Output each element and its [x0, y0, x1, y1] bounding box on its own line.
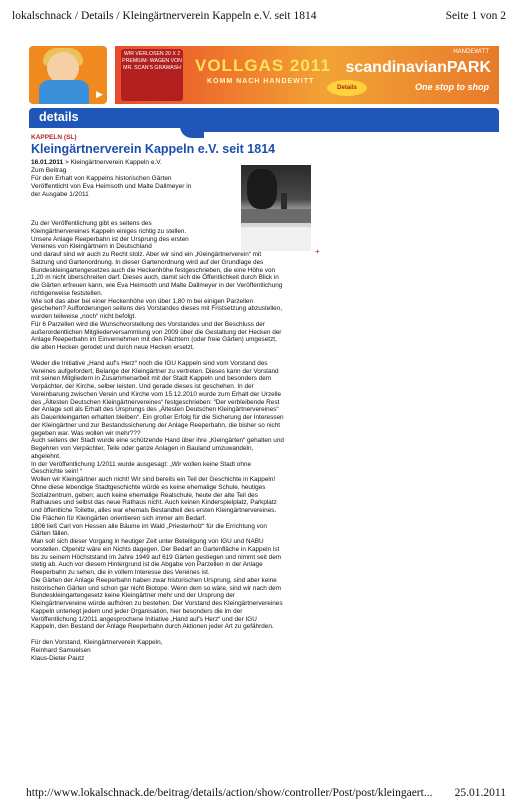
portrait-body [39, 80, 89, 104]
article-paragraph: Weder die Initiative „Hand auf's Herz“ noch die IGU Kappeln sind vom Vorstand des Vereines aufgefordert, Belange der Kleingärtner zu vertreten. Dieses kann der Vorstand mit seinen Mitgliedern in Zusammenarbeit mit der Stadt Kappeln und besonders dem Verpächter, der Kirche, selber leisten. Und gerade dieses ist geschehen. In der Vereinbarung zwischen Verein und Kirche vom 15.12.2010 wurde zum Erhalt der Urzelle des „Ältesten Deutschen Kleingärtnervereines“ festgeschrieben: “Der verbleibende Rest der Anlage soll als Erhalt des Ursprungs des „Ältesten Deutschen Kleingärtnervereines“ als Dauerkleingarten erhalten bleiben“. Ein großer Erfolg für die Sicherung der Interessen der Kleingärtner und zur Bestandssicherung der Anlage Reeperbahn, die bisher so nicht gegeben war. Was wollen wir mehr??? Auch seitens der Stadt wurde eine schützende Hand über ihre „Kleingärten“ gehalten und Begehren von Verpächter, Teile oder ganze Anlagen in Bauland umzuwandeln, abgelehnt. In der Veröffentlichung 1/2011 wurde ausgesagt: „Wir wollen keine Stadt ohne Geschichte sein! “ Wollen wir Kleingärtner auch nicht! Wir sind bereits ein Teil der Geschichte in Kappeln! Ohne diese lebendige Stadtgeschichte würde es keine ehemalige Schule, heutiges Sozialzentrum, geben; auch keine ehemalige Realschule, heute der alte Teil des Rathauses und selbst das neue Rathaus nicht. Auch keinen Kinderspielplatz, Parkplatz und öffentliche Toilette, alles war ehemals Bestandteil des ersten Kleingärtnervereines. Die Flächen für Kleingärten orientieren sich immer am Bedarf. 1806 ließ Carl von Hessen alle Bäume im Wald „Priesterholz“ für die Errichtung von Gärten fällen. Man soll sich dieser Vorgang in heutiger Zeit unter Beteiligung von IGU und NABU vorstellen. Olpenitz wäre ein Nichts dagegen. Der Bedarf an Gartenfläche in Kappeln ist bis zu seinem Höchststand im Jahre 1949 auf 619 Gärten gestiegen und nimmt seit dem stetig ab. Auch vor diesem Hintergrund ist die Abgabe von Parzellen in der Anlage Reeperbahn zu sehen, die in vollem Interesse des Vereines ist. Die Gärten der Anlage Reeperbahn haben zwar historischen Ursprung, sind aber keine historischen Gärten und schon gar nicht Biotope. Wenn dem so wäre, sind wir nach dem Bundeskleingartengesetz keine Kleingärtner mehr und der Ursprung der Kleingärtnervereine würde aufhören zu bestehen. Der Vorstand des Kleingärtnervereines Kappeln unterlegt jedem und jeder Organisation, hier besonders die im der Veröffentlichung 1/2011 angesprochene Initiative „Hand auf's Herz“ und der IGU Kappeln, den Bestand der Anlage Reeperbahn durch Aktionen jeder Art zu gefährden. [31, 359, 284, 631]
banner-portrait-tile[interactable] [29, 46, 107, 104]
banner-main[interactable] [115, 46, 499, 104]
print-header-title: lokalschnack / Details / Kleingärtnerverein Kappeln e.V. seit 1814 [12, 10, 317, 22]
print-footer-date: 25.01.2011 [454, 787, 506, 799]
article-date: 16.01.2011 [31, 159, 64, 166]
section-label: details [39, 110, 79, 124]
article-paragraph: Zu der Veröffentlichung gibt es seitens des Kleingärtnervereines Kappeln einiges richtig zu stellen. Unsere Anlage Reeperbahn ist der Ursprung des ersten Vereines von Kleingärtnern in Deutschland und darauf sind wir auch zu Recht stolz. Aber wir sind ein „Kleingärtnerverein“ mit Satzung und Gartenordnung. In dieser Gartenordnung wird auf der Grundlage des Bundeskleingartengesetzes auch die Heckenhöhe festgeschrieben, die eine Höhe von 1,20 m nicht überschreiten darf. Dieses auch, damit sich die Öffentlichkeit durch Blick in die Gärten erfreuen kann, wie Eva Heimsoth und Malte Dallmeyer in der Veröffentlichung richtigerweise feststellen. Wie soll das aber bei einer Heckenhöhe von über 1,80 m bei einigen Parzellen geschehen? Aufforderungen seitens des Vorstandes dieses mit Fristsetzung abzustellen, wurden teilweise „noch“ nicht befolgt. Für 6 Parzellen wird die Wunschvorstellung des Vorstandes und der Beschluss der außerordentlichen Mitgliederversammlung von 2009 über die Gestaltung der Hecken der Anlage Reeperbahn im Einvernehmen mit den Pächtern (oder freie Gärten) umgesetzt, die alten Hecken gerodet und durch neue Hecken ersetzt. [31, 220, 283, 351]
article-source-info: Zum Beitrag Für den Erhalt von Kappelns historischen Gärten Veröffentlicht von Eva Heimsoth und Malte Dallmeyer in der Ausgabe 1/2011 [31, 167, 192, 198]
play-icon[interactable]: ▶ [96, 89, 103, 99]
advertisement-banner[interactable] [29, 46, 499, 104]
banner-brand-logo: scandinavianPARK [345, 59, 491, 76]
banner-headline: VOLLGAS 2011 [195, 56, 331, 75]
banner-slogan: One stop to shop [415, 82, 489, 92]
article-body [31, 220, 471, 662]
photo-tree [247, 169, 277, 209]
banner-badge: Details [327, 80, 367, 96]
banner-brand-place: HANDEWITT [453, 49, 489, 55]
banner-promo-text: WIR VERLOSEN 20 X 2 PREMIUM- WAGEN VON MR. SCAN'S GRAWASH [121, 49, 183, 101]
print-footer-url: http://www.lokalschnack.de/beitrag/details/action/show/controller/Post/post/kleingaert... [26, 787, 433, 799]
image-expand-icon[interactable]: + [315, 247, 320, 256]
article [31, 134, 471, 662]
section-bar-tail [200, 126, 499, 132]
banner-subline: KOMM NACH HANDEWITT [207, 78, 315, 85]
article-kicker: KAPPELN (SL) [31, 134, 77, 141]
section-header-bar [29, 108, 499, 128]
article-title: Kleingärtnerverein Kappeln e.V. seit 1814 [31, 142, 276, 156]
article-breadcrumb[interactable]: > Kleingärtnerverein Kappeln e.V. [63, 159, 162, 166]
print-header-page-count: Seite 1 von 2 [445, 10, 506, 22]
article-signature: Für den Vorstand, Kleingärtnerverein Kappeln, Reinhard Samuelsen Klaus-Dieter Pautz [31, 639, 163, 662]
